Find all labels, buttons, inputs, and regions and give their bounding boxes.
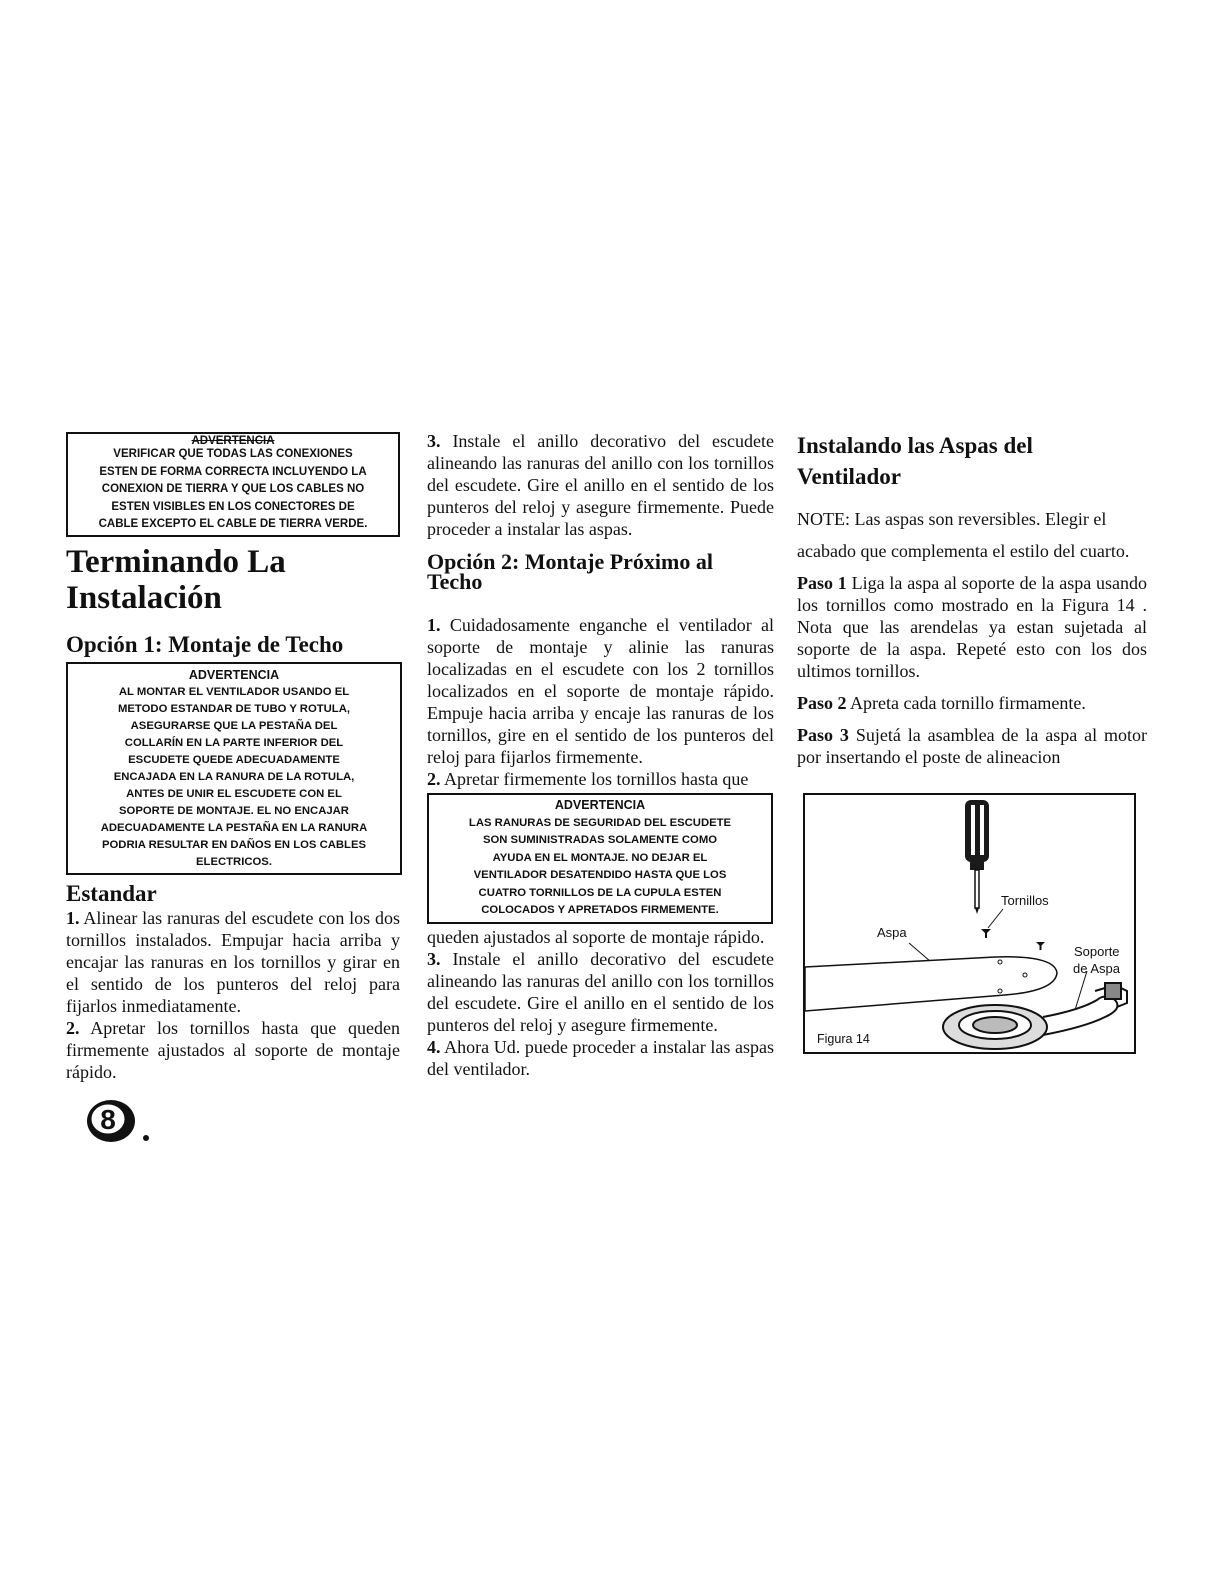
blades-heading-line-2: Ventilador [797,464,901,489]
blade-assembly-illustration [805,795,1136,1054]
paso-3 [797,724,1147,768]
section-heading-line-2: Instalación [66,579,222,616]
warning-line: ASEGURARSE QUE LA PESTAÑA DEL [130,719,338,732]
step-number: 2. [66,1017,80,1038]
step-number: 2. [427,769,441,789]
label-de-aspa: de Aspa [1073,961,1120,976]
label-tornillos: Tornillos [1001,893,1049,908]
paso-2 [797,692,1147,714]
warning-line: ADECUADAMENTE LA PESTAÑA EN LA RANURA [100,821,368,834]
warning-title: ADVERTENCIA [188,667,280,682]
paso-label: Paso 2 [797,693,847,713]
warning-line: ESTEN VISIBLES EN LOS CONECTORES DE [111,500,355,513]
column-2 [427,430,774,1080]
step-text: Ahora Ud. puede proceder a instalar las aspas del ventilador. [427,1036,774,1079]
blades-section-heading [797,430,1147,492]
step-number: 4. [427,1036,441,1057]
step-text: Cuidadosamente enganche el ventilador al soporte de montaje y alinie las ranuras localizadas en el escudete con los 2 tornillos localizados en el soporte de montaje rápido. Empuje hacia arriba y encaje las ranuras de los tornillos, gire en el sentido de los punteros del reloj para fijarlos firmemente. [427,615,774,767]
warning-box-safety-slots [427,793,773,924]
step-number: 3. [427,431,441,451]
paso-text: Apreta cada tornillo firmamente. [850,693,1086,713]
paso-text: Sujetá la asamblea de la aspa al motor por insertando el poste de alineacion [797,725,1148,767]
estandar-step-1 [66,907,400,1017]
option-1-title: Opción 1: Montaje de Techo [66,631,344,657]
warning-line: AYUDA EN EL MONTAJE. NO DEJAR EL [492,851,708,864]
step-text: Alinear las ranuras del escudete con los dos tornillos instalados. Empujar hacia arriba y encajar las ranuras en los tornillos y girar en el sentido de los punteros del reloj para fijarlos inmediatamente. [66,907,400,1016]
fan-blade [805,957,1057,1011]
step-text: Instale el anillo decorativo del escudete alineando las ranuras del anillo con los tornillos del escudete. Gire el anillo en el sentido de los punteros del reloj y asegure firmemente. [427,948,774,1035]
paso-1 [797,572,1147,682]
page-number-icon [86,1098,156,1148]
step-number: 3. [427,948,441,969]
step-text: Instale el anillo decorativo del escudete alineando las ranuras del anillo con los tornillos del escudete. Gire el anillo en el sentido de los punteros del reloj y asegure firmemente. Puede proceder a instalar las aspas. [427,431,774,539]
page-number-badge [86,1098,136,1144]
warning-title: ADVERTENCIA [191,435,275,447]
option-1-step-3 [427,430,774,540]
warning-line: ESCUDETE QUEDE ADECUADAMENTE [128,753,340,766]
warning-line: CONEXION DE TIERRA Y QUE LOS CABLES NO [101,483,365,495]
warning-box-connections [66,432,400,537]
step-text: Apretar los tornillos hasta que queden firmemente ajustados al soporte de montaje rápido. [66,1017,400,1082]
note-text: NOTE: Las aspas son reversibles. Elegir el [797,509,1107,529]
option-2-title-line-1: Opción 2: Montaje Próximo al [427,549,713,574]
warning-line: COLOCADOS Y APRETADOS FIRMEMENTE. [481,904,719,916]
note-continued: acabado que complementa el estilo del cuarto. [797,541,1130,561]
warning-line: METODO ESTANDAR DE TUBO Y ROTULA, [117,702,351,715]
estandar-step-2 [66,1017,400,1083]
column-1 [66,432,400,1083]
warning-line: COLLARÍN EN LA PARTE INFERIOR DEL [124,736,344,749]
column-3 [797,430,1147,768]
option-2-step-2-continued: queden ajustados al soporte de montaje rápido. [427,926,765,947]
screwdriver-icon [965,800,989,914]
warning-line: ENCAJADA EN LA RANURA DE LA ROTULA, [113,770,355,783]
section-heading-line-1: Terminando La [66,543,286,580]
paso-text: Liga la aspa al soporte de la aspa usando los tornillos como mostrado en la Figura 14 . Nota que las arendelas ya estan sujetada al soporte de la aspa. Repeté esto con los dos ultimos tornillos. [797,573,1147,681]
step-number: 1. [427,615,441,635]
option-2-step-4 [427,1036,774,1080]
step-text: Apretar firmemente los tornillos hasta que [444,769,749,789]
warning-line: VERIFICAR QUE TODAS LAS CONEXIONES [113,448,353,460]
warning-line: CABLE EXCEPTO EL CABLE DE TIERRA VERDE. [98,518,368,530]
figure-caption: Figura 14 [817,1032,870,1046]
warning-line: ESTEN DE FORMA CORRECTA INCLUYENDO LA [99,465,367,478]
warning-line: CUATRO TORNILLOS DE LA CUPULA ESTEN [478,886,722,899]
warning-line: AL MONTAR EL VENTILADOR USANDO EL [118,685,350,698]
warning-line: ANTES DE UNIR EL ESCUDETE CON EL [126,787,342,800]
paso-label: Paso 1 [797,573,847,593]
option-2-title-line-2: Techo [427,569,483,594]
warning-box-mounting [66,662,402,875]
warning-line: ELECTRICOS. [196,855,272,868]
warning-line: PODRIA RESULTAR EN DAÑOS EN LOS CABLES [101,838,367,851]
section-heading [66,544,400,616]
option-2-step-3 [427,948,774,1036]
warning-line: LAS RANURAS DE SEGURIDAD DEL ESCUDETE [468,816,732,829]
warning-line: VENTILADOR DESATENDIDO HASTA QUE LOS [473,869,727,881]
step-number: 1. [66,907,80,928]
paso-label: Paso 3 [797,725,849,745]
option-2-title [427,549,774,594]
page-number: 8 [100,1104,116,1135]
label-aspa: Aspa [877,925,907,940]
label-soporte: Soporte [1074,944,1120,959]
blades-heading-line-1: Instalando las Aspas del [797,433,1033,458]
option-2-step-1 [427,614,774,768]
warning-line: SON SUMINISTRADAS SOLAMENTE COMO [482,834,718,846]
warning-title: ADVERTENCIA [554,798,646,812]
estandar-title: Estandar [66,880,157,906]
warning-line: SOPORTE DE MONTAJE. EL NO ENCAJAR [119,804,349,817]
figure-14 [803,793,1136,1054]
option-2-step-2 [427,768,774,790]
